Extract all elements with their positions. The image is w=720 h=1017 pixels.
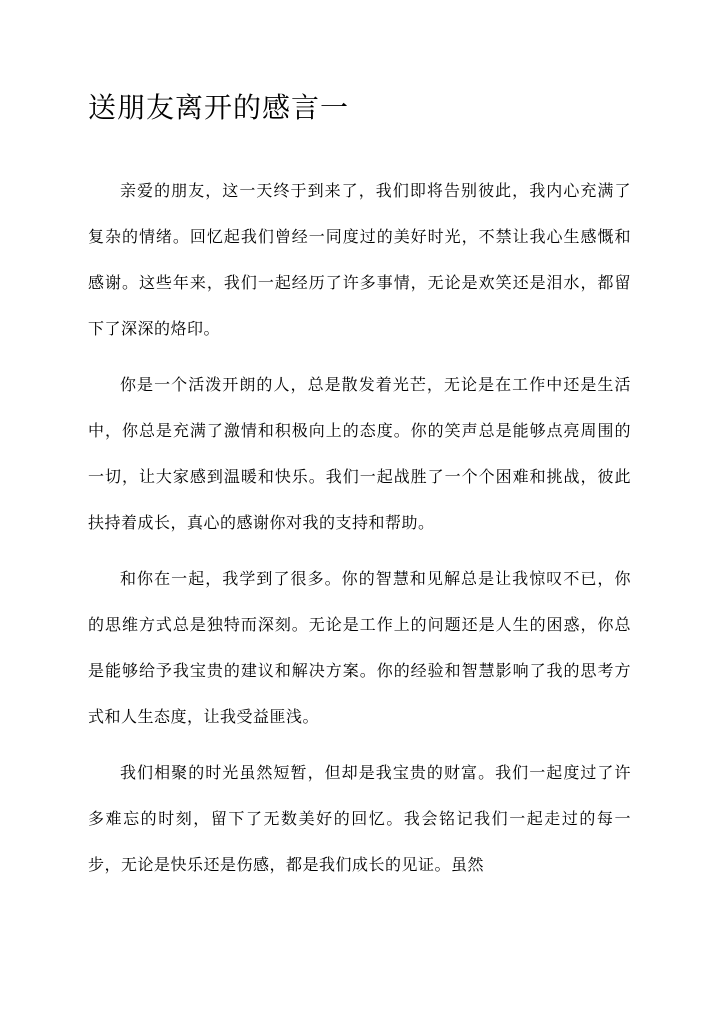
paragraph-3: 和你在一起，我学到了很多。你的智慧和见解总是让我惊叹不已，你的思维方式总是独特而深刻。无论是工作上的问题还是人生的困惑，你总是能够给予我宝贵的建议和解决方案。你的经验和智慧影响了我的思考方式和人生态度，让我受益匪浅。: [88, 569, 631, 726]
document-title: 送朋友离开的感言一: [88, 91, 350, 124]
paragraph-4: 我们相聚的时光虽然短暂，但却是我宝贵的财富。我们一起度过了许多难忘的时刻，留下了无数美好的回忆。我会铭记我们一起走过的每一步，无论是快乐还是伤感，都是我们成长的见证。虽然: [88, 763, 631, 874]
paragraph-2: 你是一个活泼开朗的人，总是散发着光芒，无论是在工作中还是生活中，你总是充满了激情和积极向上的态度。你的笑声总是能够点亮周围的一切，让大家感到温暖和快乐。我们一起战胜了一个个困难和挑战，彼此扶持着成长，真心的感谢你对我的支持和帮助。: [88, 375, 631, 532]
paragraph-1: 亲爱的朋友，这一天终于到来了，我们即将告别彼此，我内心充满了复杂的情绪。回忆起我们曾经一同度过的美好时光，不禁让我心生感慨和感谢。这些年来，我们一起经历了许多事情，无论是欢笑还是泪水，都留下了深深的烙印。: [88, 181, 631, 338]
document-body: [88, 168, 631, 898]
